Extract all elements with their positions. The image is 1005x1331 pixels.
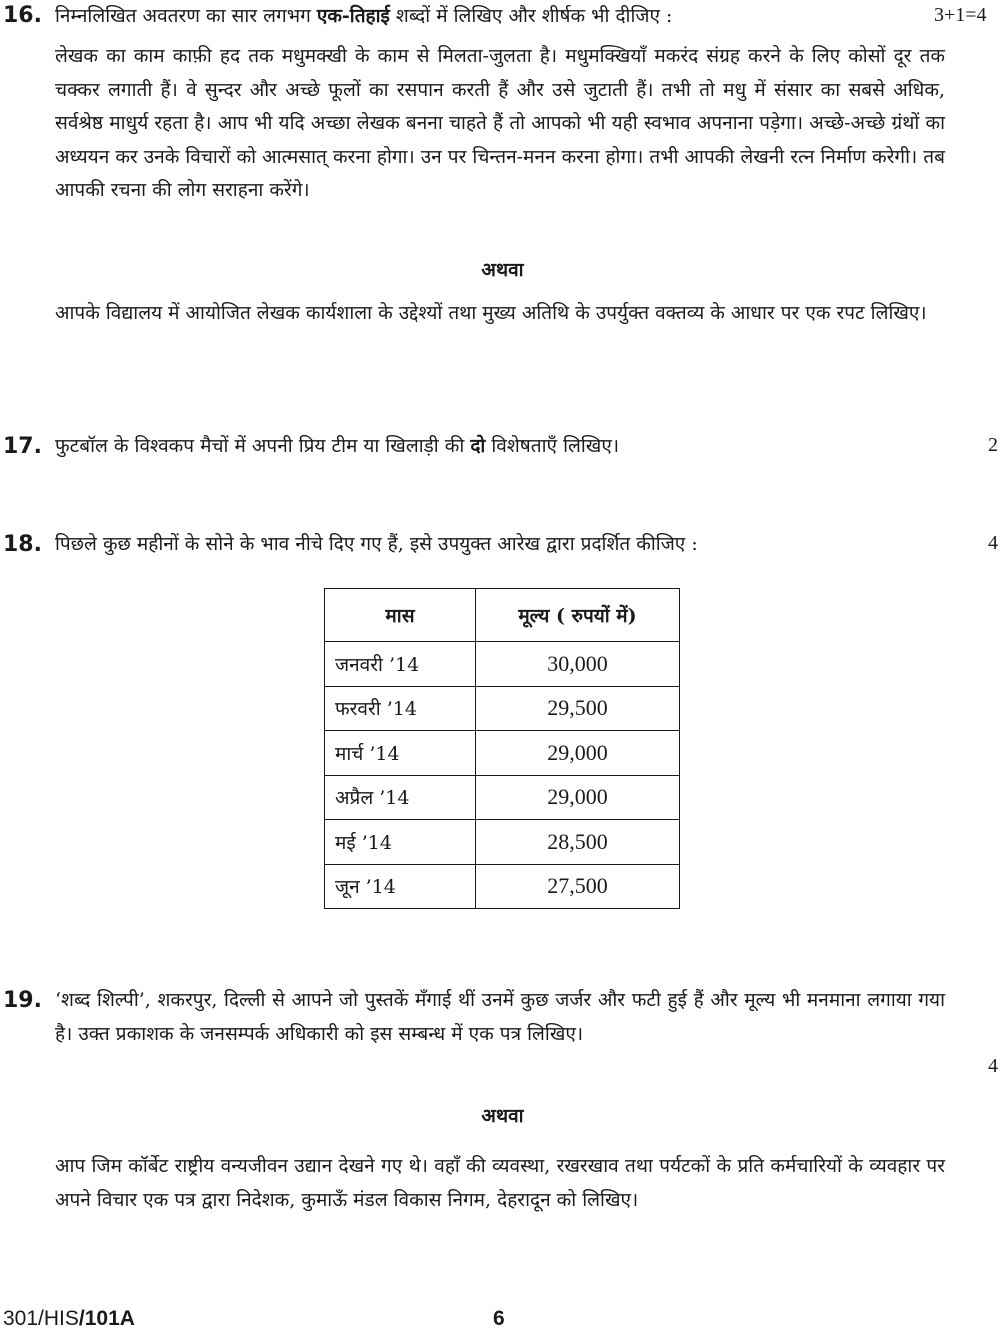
question-16-prompt	[55, 0, 672, 33]
table-row	[325, 642, 680, 687]
question-19-marks: 4	[988, 1055, 998, 1077]
question-17-prompt	[55, 430, 619, 463]
question-16-number: 16.	[3, 3, 42, 28]
table-row	[325, 864, 680, 909]
paper-code	[3, 1307, 135, 1331]
question-19-or-label: अथवा	[481, 1105, 524, 1127]
question-19-prompt: ‘शब्द शिल्पी’, शकरपुर, दिल्ली से आपने जो पुस्तकें मँगाई थीं उनमें कुछ जर्जर और फटी हुई हैं और मूल्य भी मनमाना लगाया गया है। उक्त प्रकाशक के जनसम्पर्क अधिकारी को इस सम्बन्ध में एक पत्र लिखिए।	[55, 989, 945, 1045]
question-19-number: 19.	[3, 988, 42, 1013]
page-number: 6	[493, 1307, 505, 1330]
question-16-prompt-end: शब्दों में लिखिए और शीर्षक भी दीजिए :	[389, 5, 673, 27]
month-cell: फरवरी ’14	[325, 686, 476, 731]
question-19-alternative: आप जिम कॉर्बेट राष्ट्रीय वन्यजीवन उद्यान देखने गए थे। वहाँ की व्यवस्था, रखरखाव तथा पर्यटकों के प्रति कर्मचारियों के व्यवहार पर अपने विचार एक पत्र द्वारा निदेशक, कुमाऊँ मंडल विकास निगम, देहरादून को लिखिए।	[55, 1155, 945, 1211]
price-cell: 30,000	[476, 642, 680, 687]
paper-code-prefix: 301/HIS	[3, 1307, 79, 1330]
question-16-marks: 3+1=4	[934, 4, 987, 26]
table-header-row	[325, 589, 680, 642]
price-cell: 29,500	[476, 686, 680, 731]
question-18-marks: 4	[988, 532, 998, 554]
question-16-prompt-emphasis: एक-तिहाई	[316, 5, 390, 27]
column-header-month: मास	[325, 589, 476, 642]
price-cell: 29,000	[476, 731, 680, 776]
question-16-or-label: अथवा	[481, 259, 524, 281]
column-header-price: मूल्य ( रुपयों में)	[476, 589, 680, 642]
table-row	[325, 731, 680, 776]
question-18-prompt: पिछले कुछ महीनों के सोने के भाव नीचे दिए गए हैं, इसे उपयुक्त आरेख द्वारा प्रदर्शित कीजिए :	[55, 533, 698, 555]
table-row	[325, 686, 680, 731]
month-cell: मार्च ’14	[325, 731, 476, 776]
question-17-number: 17.	[3, 434, 42, 459]
question-18-number: 18.	[3, 532, 42, 557]
month-cell: जून ’14	[325, 864, 476, 909]
table-row	[325, 775, 680, 820]
month-cell: मई ’14	[325, 820, 476, 865]
table-row	[325, 820, 680, 865]
question-17-prompt-emphasis: दो	[470, 435, 486, 457]
question-17-marks: 2	[988, 434, 998, 456]
month-cell: जनवरी ’14	[325, 642, 476, 687]
price-cell: 29,000	[476, 775, 680, 820]
question-16-passage: लेखक का काम काफ़ी हद तक मधुमक्खी के काम से मिलता-जुलता है। मधुमक्खियाँ मकरंद संग्रह करने के लिए कोसों दूर तक चक्कर लगाती हैं। वे सुन्दर और अच्छे फूलों का रसपान करती हैं और उसे जुटाती हैं। तभी तो मधु में संसार का सबसे अधिक, सर्वश्रेष्ठ माधुर्य रहता है। आप भी यदि अच्छा लेखक बनना चाहते हैं तो आपको भी यही स्वभाव अपनाना पड़ेगा। अच्छे-अच्छे ग्रंथों का अध्ययन कर उनके विचारों को आत्मसात् करना होगा। उन पर चिन्तन-मनन करना होगा। तभी आपकी लेखनी रत्न निर्माण करेगी। तब आपकी रचना की लोग सराहना करेंगे।	[55, 45, 945, 201]
month-cell: अप्रैल ’14	[325, 775, 476, 820]
price-cell: 27,500	[476, 864, 680, 909]
gold-price-table	[324, 588, 680, 909]
paper-code-suffix: /101A	[78, 1307, 135, 1330]
question-16-alternative: आपके विद्यालय में आयोजित लेखक कार्यशाला के उद्देश्यों तथा मुख्य अतिथि के उपर्युक्त वक्तव्य के आधार पर एक रपट लिखिए।	[55, 302, 927, 324]
price-cell: 28,500	[476, 820, 680, 865]
question-17-prompt-end: विशेषताएँ लिखिए।	[485, 435, 620, 457]
question-16-prompt-start: निम्नलिखित अवतरण का सार लगभग	[55, 5, 317, 27]
question-17-prompt-start: फुटबॉल के विश्वकप मैचों में अपनी प्रिय टीम या खिलाड़ी की	[55, 435, 471, 457]
